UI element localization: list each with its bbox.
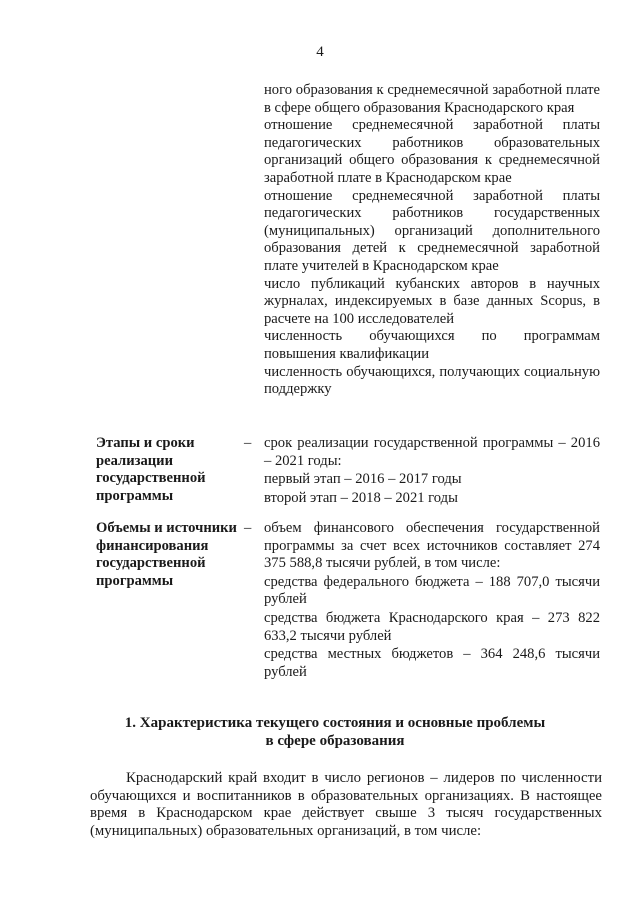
indicator-item: отношение среднемесячной заработной платы педагогических работников государственных (муниципальных) организаций дополнительного образования детей к среднемесячной заработной плате учителей в Краснодарском крае bbox=[264, 187, 600, 274]
section-title-line: в сфере образования bbox=[265, 733, 405, 749]
funding-line: средства местных бюджетов – 364 248,6 тысячи рублей bbox=[264, 646, 600, 680]
stages-line: срок реализации государственной программы – 2016 – 2021 годы: bbox=[264, 435, 600, 469]
funding-line: средства федерального бюджета – 188 707,0 тысячи рублей bbox=[264, 573, 600, 608]
section-title bbox=[70, 714, 600, 750]
indicator-item: отношение среднемесячной заработной платы педагогических работников образовательных организаций общего образования к среднемесячной заработной плате в Краснодарском крае bbox=[264, 117, 600, 186]
stages-dash: – bbox=[244, 435, 252, 451]
funding-dash: – bbox=[244, 520, 252, 536]
indicator-item: численность обучающихся по программам повышения квалификации bbox=[264, 328, 600, 362]
funding-content bbox=[264, 520, 600, 682]
funding-line: объем финансового обеспечения государственной программы за счет всех источников составляет 274 375 588,8 тысячи рублей, в том числе: bbox=[264, 520, 600, 572]
section-paragraph: Краснодарский край входит в число регионов – лидеров по численности обучающихся и воспитанников в образовательных организациях. В настоящее время в Краснодарском крае действует свыше 3 тысяч государственных (муниципальных) образовательных организаций, в том числе: bbox=[90, 770, 602, 839]
target-indicators-list bbox=[264, 82, 600, 399]
funding-line: средства бюджета Краснодарского края – 273 822 633,2 тысячи рублей bbox=[264, 609, 600, 644]
stages-line: второй этап – 2018 – 2021 годы bbox=[264, 489, 458, 506]
indicator-item: численность обучающихся, получающих социальную поддержку bbox=[264, 363, 600, 398]
stages-line: первый этап – 2016 – 2017 годы bbox=[264, 471, 462, 488]
stages-content bbox=[264, 435, 600, 508]
page-number: 4 bbox=[316, 44, 324, 60]
stages-label: Этапы и сроки реализации государственной программы bbox=[96, 435, 206, 504]
indicator-item: число публикаций кубанских авторов в научных журналах, индексируемых в базе данных Scopus, в расчете на 100 исследователей bbox=[264, 275, 600, 327]
section-title-line: 1. Характеристика текущего состояния и основные проблемы bbox=[124, 715, 546, 731]
indicator-item: ного образования к среднемесячной заработной плате в сфере общего образования Краснодарского края bbox=[264, 82, 600, 116]
funding-label: Объемы и источники финансирования государственной программы bbox=[96, 520, 237, 589]
